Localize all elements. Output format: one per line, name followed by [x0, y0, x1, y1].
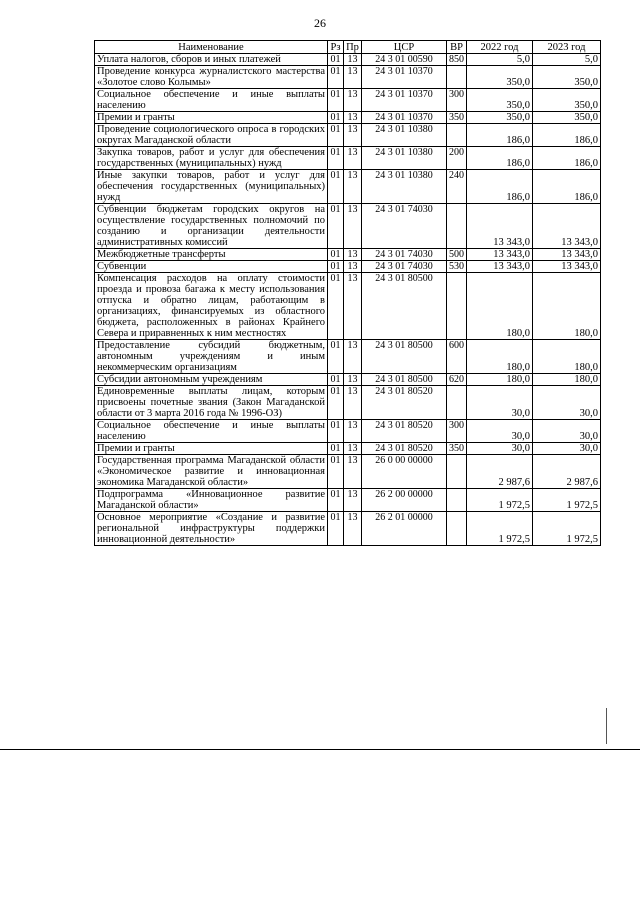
row-2022: 30,0: [467, 420, 533, 443]
row-vr: 500: [447, 249, 467, 261]
row-csr: 24 3 01 10380: [362, 170, 447, 204]
row-pr: 13: [344, 147, 362, 170]
table-row: [95, 204, 601, 249]
row-vr: 200: [447, 147, 467, 170]
row-2023: 30,0: [533, 386, 601, 420]
header-pr: Пр: [344, 41, 362, 54]
row-vr: 300: [447, 420, 467, 443]
row-vr: 600: [447, 340, 467, 374]
row-2022: 30,0: [467, 443, 533, 455]
table-row: [95, 89, 601, 112]
row-csr: 24 3 01 10370: [362, 89, 447, 112]
row-rz: 01: [328, 54, 344, 66]
row-name: Предоставление субсидий бюджетным, автономным учреждениям и иным некоммерческим организациям: [95, 340, 328, 374]
row-csr: 24 3 01 80520: [362, 443, 447, 455]
row-csr: 24 3 01 80520: [362, 386, 447, 420]
table-row: [95, 112, 601, 124]
row-2023: 186,0: [533, 124, 601, 147]
row-name: Основное мероприятие «Создание и развитие региональной инфраструктуры поддержки инновационной деятельности»: [95, 512, 328, 546]
row-csr: 26 2 01 00000: [362, 512, 447, 546]
row-2022: 186,0: [467, 147, 533, 170]
row-pr: 13: [344, 124, 362, 147]
row-vr: 620: [447, 374, 467, 386]
row-csr: 24 3 01 80500: [362, 273, 447, 340]
row-rz: 01: [328, 204, 344, 249]
row-name: Проведение конкурса журналистского мастерства «Золотое слово Колымы»: [95, 66, 328, 89]
row-rz: 01: [328, 249, 344, 261]
scan-margin-mark: [606, 708, 607, 744]
table-row: [95, 443, 601, 455]
row-rz: 01: [328, 66, 344, 89]
row-2022: 186,0: [467, 124, 533, 147]
row-2022: 30,0: [467, 386, 533, 420]
row-csr: 24 3 01 10370: [362, 66, 447, 89]
row-vr: 850: [447, 54, 467, 66]
header-csr: ЦСР: [362, 41, 447, 54]
row-2022: 180,0: [467, 374, 533, 386]
header-name: Наименование: [95, 41, 328, 54]
row-csr: 26 2 00 00000: [362, 489, 447, 512]
row-2023: 30,0: [533, 443, 601, 455]
row-vr: [447, 204, 467, 249]
row-pr: 13: [344, 261, 362, 273]
row-2022: 350,0: [467, 112, 533, 124]
header-vr: ВР: [447, 41, 467, 54]
row-csr: 24 3 01 80520: [362, 420, 447, 443]
row-vr: [447, 512, 467, 546]
row-2022: 180,0: [467, 340, 533, 374]
table-row: [95, 340, 601, 374]
page-bottom-rule: [0, 749, 640, 750]
row-2022: 2 987,6: [467, 455, 533, 489]
row-2023: 180,0: [533, 273, 601, 340]
table-header-row: [95, 41, 601, 54]
row-csr: 24 3 01 74030: [362, 261, 447, 273]
row-csr: 24 3 01 80500: [362, 340, 447, 374]
row-rz: 01: [328, 489, 344, 512]
row-2022: 186,0: [467, 170, 533, 204]
row-rz: 01: [328, 273, 344, 340]
row-vr: 350: [447, 443, 467, 455]
row-name: Закупка товаров, работ и услуг для обеспечения государственных (муниципальных) нужд: [95, 147, 328, 170]
row-2023: 13 343,0: [533, 261, 601, 273]
row-2023: 180,0: [533, 340, 601, 374]
row-csr: 24 3 01 74030: [362, 204, 447, 249]
row-name: Подпрограмма «Инновационное развитие Магаданской области»: [95, 489, 328, 512]
row-name: Иные закупки товаров, работ и услуг для обеспечения государственных (муниципальных) нужд: [95, 170, 328, 204]
row-vr: 530: [447, 261, 467, 273]
row-pr: 13: [344, 66, 362, 89]
row-csr: 26 0 00 00000: [362, 455, 447, 489]
row-pr: 13: [344, 112, 362, 124]
row-rz: 01: [328, 124, 344, 147]
row-2022: 13 343,0: [467, 249, 533, 261]
row-rz: 01: [328, 89, 344, 112]
row-2023: 1 972,5: [533, 489, 601, 512]
row-rz: 01: [328, 170, 344, 204]
row-name: Межбюджетные трансферты: [95, 249, 328, 261]
row-rz: 01: [328, 386, 344, 420]
row-pr: 13: [344, 204, 362, 249]
row-2022: 5,0: [467, 54, 533, 66]
row-pr: 13: [344, 455, 362, 489]
page-number: 26: [314, 16, 326, 30]
row-rz: 01: [328, 147, 344, 170]
table-row: [95, 374, 601, 386]
row-2023: 13 343,0: [533, 204, 601, 249]
row-pr: 13: [344, 249, 362, 261]
row-vr: [447, 489, 467, 512]
row-2023: 180,0: [533, 374, 601, 386]
row-name: Единовременные выплаты лицам, которым присвоены почетные звания (Закон Магаданской области от 3 марта 2016 года № 1996-ОЗ): [95, 386, 328, 420]
table-row: [95, 386, 601, 420]
row-csr: 24 3 01 10370: [362, 112, 447, 124]
row-vr: 240: [447, 170, 467, 204]
row-rz: 01: [328, 112, 344, 124]
row-name: Социальное обеспечение и иные выплаты населению: [95, 89, 328, 112]
row-2022: 1 972,5: [467, 512, 533, 546]
table-row: [95, 420, 601, 443]
table-row: [95, 489, 601, 512]
row-name: Государственная программа Магаданской области «Экономическое развитие и инновационная экономика Магаданской области»: [95, 455, 328, 489]
table-row: [95, 66, 601, 89]
row-2022: 350,0: [467, 89, 533, 112]
table-row: [95, 170, 601, 204]
row-pr: 13: [344, 386, 362, 420]
row-pr: 13: [344, 489, 362, 512]
row-csr: 24 3 01 10380: [362, 124, 447, 147]
row-vr: [447, 455, 467, 489]
row-name: Социальное обеспечение и иные выплаты населению: [95, 420, 328, 443]
row-vr: [447, 273, 467, 340]
row-vr: 350: [447, 112, 467, 124]
row-name: Компенсация расходов на оплату стоимости проезда и провоза багажа к месту использования отпуска и обратно лицам, работающим в организациях, финансируемых из областного бюджета, расположенных в районах Крайнего Севера и приравненных к ним местностях: [95, 273, 328, 340]
row-2023: 350,0: [533, 66, 601, 89]
row-csr: 24 3 01 10380: [362, 147, 447, 170]
row-2022: 350,0: [467, 66, 533, 89]
row-pr: 13: [344, 340, 362, 374]
row-vr: 300: [447, 89, 467, 112]
row-name: Премии и гранты: [95, 112, 328, 124]
row-2022: 180,0: [467, 273, 533, 340]
row-name: Субвенции бюджетам городских округов на осуществление государственных полномочий по созданию и организации деятельности административных комиссий: [95, 204, 328, 249]
row-name: Субсидии автономным учреждениям: [95, 374, 328, 386]
row-pr: 13: [344, 443, 362, 455]
row-pr: 13: [344, 273, 362, 340]
row-vr: [447, 386, 467, 420]
row-csr: 24 3 01 80500: [362, 374, 447, 386]
row-name: Премии и гранты: [95, 443, 328, 455]
row-name: Субвенции: [95, 261, 328, 273]
table-row: [95, 124, 601, 147]
row-pr: 13: [344, 54, 362, 66]
row-pr: 13: [344, 374, 362, 386]
row-name: Уплата налогов, сборов и иных платежей: [95, 54, 328, 66]
row-2023: 350,0: [533, 112, 601, 124]
row-name: Проведение социологического опроса в городских округах Магаданской области: [95, 124, 328, 147]
row-rz: 01: [328, 261, 344, 273]
row-2023: 13 343,0: [533, 249, 601, 261]
row-2023: 1 972,5: [533, 512, 601, 546]
row-2023: 186,0: [533, 147, 601, 170]
table-row: [95, 455, 601, 489]
row-pr: 13: [344, 89, 362, 112]
row-2023: 30,0: [533, 420, 601, 443]
table-row: [95, 249, 601, 261]
row-2023: 186,0: [533, 170, 601, 204]
row-pr: 13: [344, 420, 362, 443]
row-rz: 01: [328, 374, 344, 386]
budget-table: [94, 40, 601, 546]
row-rz: 01: [328, 443, 344, 455]
row-rz: 01: [328, 340, 344, 374]
row-pr: 13: [344, 170, 362, 204]
table-row: [95, 54, 601, 66]
row-rz: 01: [328, 455, 344, 489]
header-2023: 2023 год: [533, 41, 601, 54]
table-row: [95, 512, 601, 546]
row-2022: 1 972,5: [467, 489, 533, 512]
table-body: [95, 54, 601, 546]
row-csr: 24 3 01 74030: [362, 249, 447, 261]
table-row: [95, 261, 601, 273]
table-row: [95, 147, 601, 170]
row-2022: 13 343,0: [467, 261, 533, 273]
table-row: [95, 273, 601, 340]
row-2023: 350,0: [533, 89, 601, 112]
row-2023: 2 987,6: [533, 455, 601, 489]
row-csr: 24 3 01 00590: [362, 54, 447, 66]
header-2022: 2022 год: [467, 41, 533, 54]
header-rz: Рз: [328, 41, 344, 54]
row-rz: 01: [328, 512, 344, 546]
row-pr: 13: [344, 512, 362, 546]
row-2023: 5,0: [533, 54, 601, 66]
row-2022: 13 343,0: [467, 204, 533, 249]
row-vr: [447, 66, 467, 89]
row-rz: 01: [328, 420, 344, 443]
row-vr: [447, 124, 467, 147]
